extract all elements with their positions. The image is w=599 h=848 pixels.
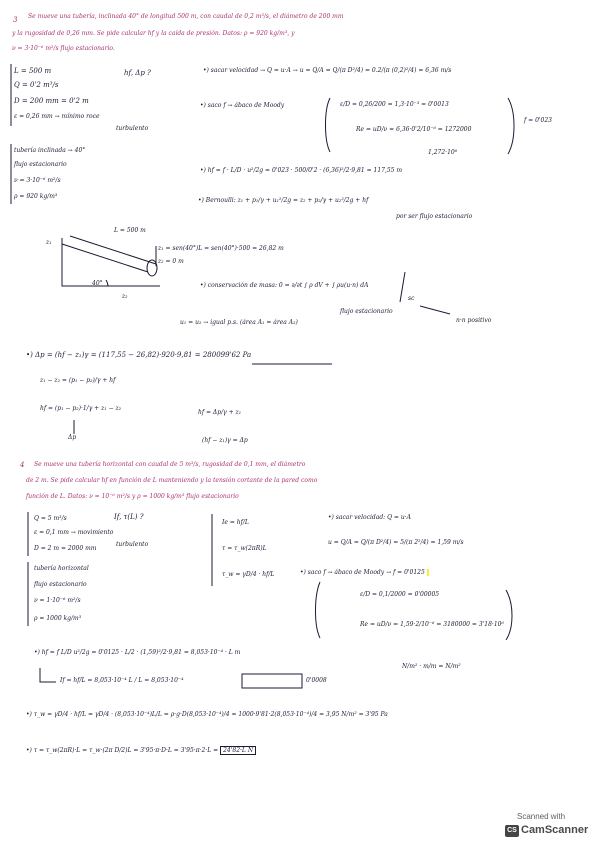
p4-velocity-calc: u = Q/A = Q/(π D²/4) = 5/(π 2²/4) = 1,59 m/s: [328, 539, 464, 546]
p3-reynolds: Re = uD/ν = 6,36·0'2/10⁻⁶ = 1272000: [356, 126, 472, 133]
fig-axes: [62, 238, 160, 286]
p3-mass-sc: sc: [408, 295, 415, 302]
p3-flow: flujo estacionario: [14, 161, 67, 168]
p3-turbulento: turbulento: [116, 125, 149, 132]
problem3-number: 3: [13, 16, 18, 24]
fig-z2: z₂: [122, 293, 128, 300]
p4-data-D: D = 2 m = 2000 mm: [34, 545, 97, 552]
problem3-statement-line1: Se mueve una tubería, inclinada 40° de longitud 500 m, con caudal de 0,2 m³/s, el diámetro de 200 mm: [28, 13, 344, 20]
p3-dp-final: (hf − z₁)γ = Δp: [202, 437, 248, 444]
p3-mass: •) conservación de masa: 0 = ∂/∂t ∫ ρ dV + ∫ ρu(u·n) dA: [200, 282, 369, 289]
p3-hf-eq: hf = (p₁ − p₂)·1/γ + z₁ − z₂: [40, 405, 122, 412]
p4-tau-def: τ = τ_w(2πR)L: [222, 545, 267, 552]
p3-z2-calc: z₂ = 0 m: [158, 258, 184, 265]
p3-f-bracket: [508, 98, 514, 154]
p3-moody: •) saco f → ábaco de Moody: [200, 102, 285, 109]
p3-bernoulli-note: por ser flujo estacionario: [396, 213, 473, 220]
p4-flow: flujo estacionario: [34, 581, 87, 588]
p3-velocity: •) sacar velocidad → Q = u·A → u = Q/A = Q/(π D²/4) = 0.2/(π (0,2)²/4) = 6,36 m/s: [203, 67, 452, 74]
p4-rho: ρ = 1000 kg/m³: [34, 615, 82, 622]
p4-tauw: •) τ_w = γD/4 · hf/L = γD/4 · (8,053·10⁻⁴)L/L = ρ·g·D(8,053·10⁻⁴)/4 = 1000·9'81·2(8,053·10⁻⁴)/4 = 3,95 N/m² = 3'95 Pa: [26, 711, 388, 718]
p3-unknowns: hf, Δp ?: [124, 69, 151, 77]
p3-bernoulli: •) Bernoulli: z₁ + p₁/γ + u₁²/2g = z₂ + p₂/γ + u₂²/2g + hf: [198, 197, 369, 204]
camscanner-watermark: [503, 810, 595, 844]
fig-length: L = 500 m: [114, 227, 146, 234]
p3-energy-eq: z₁ − z₂ = (p₁ − p₂)/γ + hf: [40, 377, 116, 384]
p3-rel-rough: ε/D = 0,26/200 = 1,3·10⁻³ = 0'0013: [340, 101, 449, 108]
p3-reynolds-sci: 1,272·10⁶: [428, 149, 458, 156]
p4-If-value: 0'0008: [306, 677, 327, 684]
fig-pipe-bottom: [70, 236, 156, 264]
p3-nu: ν = 3·10⁻⁶ m²/s: [14, 177, 61, 184]
p4-If-def: Ie = hf/L: [222, 519, 249, 526]
p4-tau-text: •) τ = τ_w(2πR)·L = τ_w·(2π D/2)L = 3'95·π·D·L = 3'95·π·2·L =: [26, 747, 221, 754]
p3-data-Q: Q = 0'2 m³/s: [14, 81, 59, 89]
p3-rho: ρ = 920 kg/m³: [14, 193, 58, 200]
p3-inclined: tubería inclinada → 40°: [14, 147, 86, 154]
fig-pipe-top: [62, 244, 148, 272]
p4-moody-text: •) saco f → ábaco de Moody → f = 0'0125: [300, 569, 425, 576]
p4-turbulento: turbulento: [116, 541, 149, 548]
p4-data-eps: ε = 0,1 mm → movimiento: [34, 529, 114, 536]
p4-f-bracket: [506, 590, 512, 640]
p4-If-arrow: [40, 668, 56, 682]
camscanner-brand: CamScanner: [521, 824, 589, 836]
p3-z1-calc: z₁ = sen(40°)L = sen(40°)·500 = 26,82 m: [158, 245, 284, 252]
p4-rel-rough: ε/D = 0,1/2000 = 0'00005: [360, 591, 440, 598]
p4-unknowns: If, τ(L) ?: [114, 513, 144, 521]
camscanner-icon: CS: [505, 825, 519, 837]
p4-hf: •) hf = f L/D u²/2g = 0'0125 · L/2 · (1,59)²/2·9,81 = 8,053·10⁻⁴ · L m: [34, 649, 241, 656]
fig-angle-arc: [106, 280, 108, 286]
problem3-statement-line3: ν = 3·10⁻⁶ m²/s flujo estacionario.: [12, 45, 115, 52]
p3-delta-p: •) Δp = (hf − z₁)γ = (117,55 − 26,82)·920·9,81 = 280099'62 Pa: [26, 351, 252, 359]
p3-mass-eq: u₁ = u₂ → igual p.s. (área A₁ = área A₂): [180, 319, 298, 326]
p3-mass-note: flujo estacionario: [340, 308, 393, 315]
fig-z1: z₁: [46, 239, 52, 246]
p3-mass-n: n·n positivo: [456, 317, 492, 324]
p3-hf-simplified: hf = Δp/γ + z₁: [198, 409, 242, 416]
p3-data-D: D = 200 mm = 0'2 m: [14, 97, 89, 105]
problem3-statement-line2: y la rugosidad de 0,26 mm. Se pide calcular hf y la caída de presión. Datos: ρ = 920 kg/m³, y: [12, 30, 295, 37]
p3-mass-bracket: [400, 272, 405, 302]
fig-angle: 40°: [92, 280, 103, 287]
problem4-statement-line1: Se mueve una tubería horizontal con caudal de 5 m³/s, rugosidad de 0,1 mm, el diámetro: [34, 461, 306, 468]
p3-data-L: L = 500 m: [14, 67, 52, 75]
problem4-statement-line3: función de L. Datos: ν = 10⁻⁶ m²/s y ρ = 1000 kg/m³ flujo estacionario: [26, 493, 239, 500]
problem4-statement-line2: de 2 m. Se pide calcular hf en función de L manteniendo y la tensión cortante de la pared como: [26, 477, 318, 484]
p4-units: N/m² · m/m = N/m²: [402, 663, 461, 670]
p3-mass-arrow: [420, 306, 450, 314]
scanned-with-label: Scanned with: [517, 812, 566, 821]
p4-tau-result: 24'82·L N: [220, 746, 256, 755]
p4-data-Q: Q = 5 m³/s: [34, 515, 67, 522]
p4-horizontal: tubería horizontal: [34, 565, 89, 572]
p4-velocity: •) sacar velocidad: Q = u·A: [328, 514, 411, 521]
p4-If: If = hf/L = 8,053·10⁻⁴ L / L = 8,053·10⁻⁴: [60, 677, 184, 684]
p4-If-box: [242, 674, 302, 688]
p3-dp-arrow-label: Δp: [68, 434, 77, 441]
problem4-number: 4: [20, 461, 25, 469]
p4-nu: ν = 1·10⁻⁶ m²/s: [34, 597, 81, 604]
p4-moody-bracket: [316, 582, 321, 638]
p3-moody-bracket: [326, 98, 331, 152]
p4-tauw-def: τ_w = γD/4 · hf/L: [222, 571, 275, 578]
p3-hf: •) hf = f · L/D · u²/2g = 0'023 · 500/0'2 · (6,36)²/2·9,81 = 117,55 m: [200, 167, 403, 174]
p3-f-value: f = 0'023: [524, 117, 552, 124]
p3-data-eps: ε = 0,26 mm → mínimo roce: [14, 113, 100, 120]
p4-reynolds: Re = uD/ν = 1,59·2/10⁻⁶ = 3180000 = 3'18·10⁶: [360, 621, 504, 628]
